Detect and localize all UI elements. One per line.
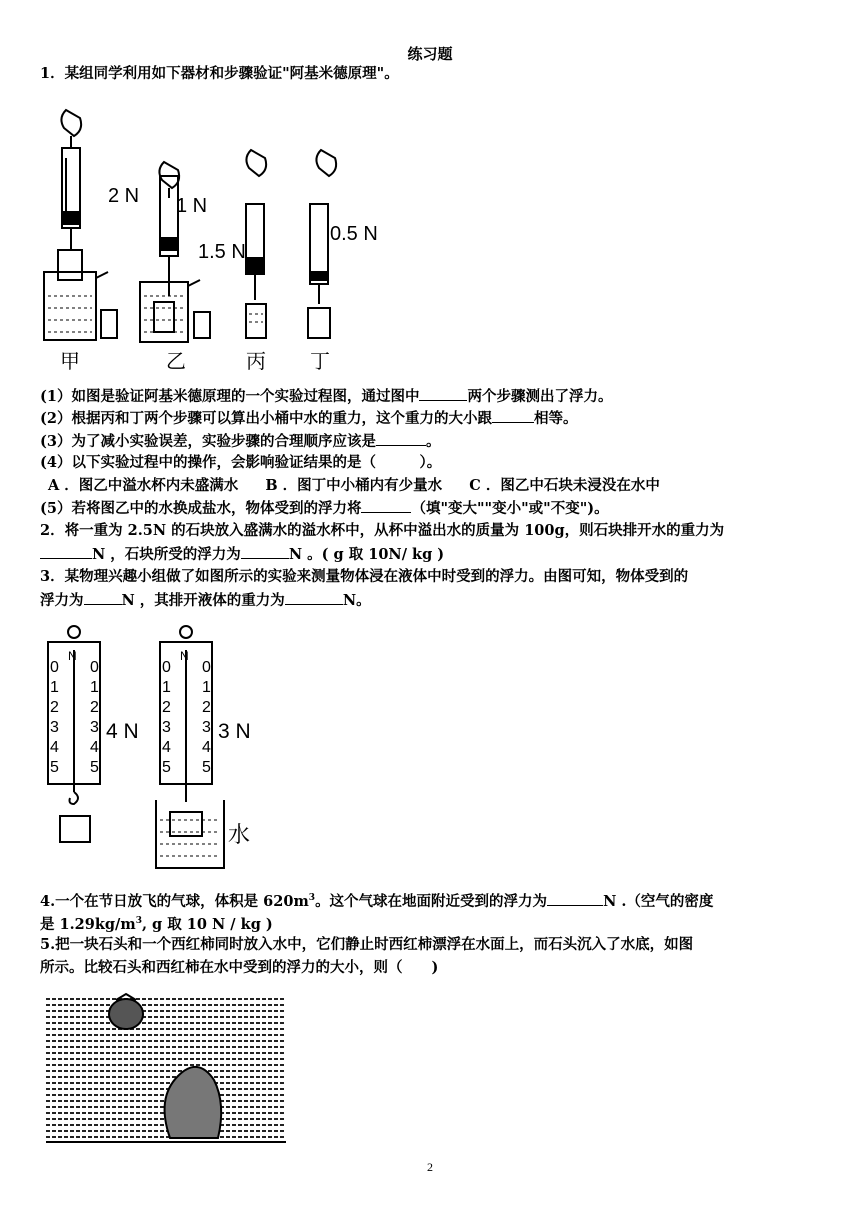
q1-part4: (4）以下实验过程中的操作，会影响验证结果的是（ ）。 bbox=[40, 454, 442, 471]
scale-tick-label: 0 bbox=[90, 659, 99, 676]
answer-blank[interactable] bbox=[361, 498, 411, 513]
answer-blank[interactable] bbox=[285, 590, 343, 605]
scale-tick-label: 1 bbox=[90, 679, 99, 696]
scale-tick-label: 2 bbox=[162, 699, 171, 716]
q5-line2: 所示。比较石头和西红柿在水中受到的浮力的大小，则（ ) bbox=[40, 959, 439, 976]
step-label: 甲 bbox=[60, 351, 80, 372]
scale-tick-label: 1 bbox=[50, 679, 59, 696]
scale-tick-label: 5 bbox=[202, 759, 211, 776]
answer-blank[interactable] bbox=[376, 431, 426, 446]
answer-blank[interactable] bbox=[492, 408, 534, 423]
scale-tick-label: 0 bbox=[50, 659, 59, 676]
q2-line1: 2．将一重为 2.5N 的石块放入盛满水的溢水杯中，从杯中溢出水的质量为 100g，则石块排开水的重力为 bbox=[40, 522, 725, 539]
option-c[interactable]: C ．图乙中石块未浸没在水中 bbox=[469, 477, 660, 494]
answer-blank[interactable] bbox=[40, 544, 92, 559]
scale-unit: N bbox=[180, 649, 189, 663]
scale-tick-label: 5 bbox=[162, 759, 171, 776]
scale-tick-label: 4 bbox=[202, 739, 211, 756]
scale-unit: N bbox=[68, 649, 77, 663]
option-a[interactable]: A ．图乙中溢水杯内未盛满水 bbox=[48, 477, 239, 494]
q3-line1: 3．某物理兴趣小组做了如图所示的实验来测量物体浸在液体中时受到的浮力。由图可知，物体受到的 bbox=[40, 568, 689, 585]
step-label: 乙 bbox=[166, 351, 186, 372]
page-title: 练习题 bbox=[407, 45, 453, 63]
answer-blank[interactable] bbox=[241, 544, 289, 559]
scale-tick-label: 5 bbox=[50, 759, 59, 776]
q1-part2: (2）根据丙和丁两个步骤可以算出小桶中水的重力，这个重力的大小跟 相等。 bbox=[40, 410, 578, 427]
scale-tick-label: 2 bbox=[202, 699, 211, 716]
weight-label: 1 N bbox=[176, 195, 208, 217]
q1-options bbox=[48, 476, 838, 496]
step-label: 丁 bbox=[310, 351, 330, 372]
scale-tick-label: 0 bbox=[162, 659, 171, 676]
q3-line2: 浮力为 N ，其排开液体的重力为 N。 bbox=[40, 592, 371, 609]
q1-part1: (1）如图是验证阿基米德原理的一个实验过程图，通过图中 两个步骤测出了浮力。 bbox=[40, 388, 613, 405]
q2-line2: N ，石块所受的浮力为 N 。( g 取 10N/ kg ) bbox=[40, 544, 830, 565]
weight-label: 2 N bbox=[108, 185, 140, 207]
weight-label: 0.5 N bbox=[330, 223, 378, 245]
q4-line1: 4.一个在节日放飞的气球，体积是 $620m^3$。这个气球在地面附近受到的浮力为 N .（空气的密度 bbox=[40, 892, 714, 910]
liquid-label: 水 bbox=[228, 822, 251, 847]
scale-tick-label: 1 bbox=[162, 679, 171, 696]
scale-tick-label: 3 bbox=[162, 719, 171, 736]
scale-tick-label: 2 bbox=[90, 699, 99, 716]
q3-figure bbox=[40, 620, 280, 870]
answer-blank[interactable] bbox=[419, 386, 467, 401]
q4-line2: 是 $1.29kg/m^3$, g 取 10 N / kg ) bbox=[40, 915, 273, 933]
step-label: 丙 bbox=[246, 351, 266, 372]
q1-stem: 1．某组同学利用如下器材和步骤验证"阿基米德原理"。 bbox=[40, 65, 399, 82]
scale-tick-label: 5 bbox=[90, 759, 99, 776]
q1-part5: (5）若将图乙中的水换成盐水，物体受到的浮力将 （填"变大""变小"或"不变")。 bbox=[40, 500, 609, 517]
scale-tick-label: 3 bbox=[50, 719, 59, 736]
scale-tick-label: 4 bbox=[90, 739, 99, 756]
weight-label: 1.5 N bbox=[198, 241, 246, 263]
answer-blank[interactable] bbox=[547, 891, 603, 906]
q5-figure bbox=[46, 990, 288, 1146]
q1-part3: (3）为了减小实验误差，实验步骤的合理顺序应该是 。 bbox=[40, 433, 441, 450]
scale-tick-label: 4 bbox=[162, 739, 171, 756]
q1-figure bbox=[38, 100, 388, 372]
reading-label: 3 N bbox=[218, 720, 251, 743]
reading-label: 4 N bbox=[106, 720, 139, 743]
page-number: 2 bbox=[427, 1160, 433, 1174]
scale-tick-label: 1 bbox=[202, 679, 211, 696]
q5-line1: 5.把一块石头和一个西红柿同时放入水中，它们静止时西红柿漂浮在水面上，而石头沉入了水底，如图 bbox=[40, 936, 694, 953]
scale-tick-label: 2 bbox=[50, 699, 59, 716]
scale-tick-label: 4 bbox=[50, 739, 59, 756]
answer-blank[interactable] bbox=[84, 590, 122, 605]
scale-tick-label: 3 bbox=[202, 719, 211, 736]
option-b[interactable]: B ．图丁中小桶内有少量水 bbox=[265, 477, 443, 494]
scale-tick-label: 3 bbox=[90, 719, 99, 736]
scale-tick-label: 0 bbox=[202, 659, 211, 676]
